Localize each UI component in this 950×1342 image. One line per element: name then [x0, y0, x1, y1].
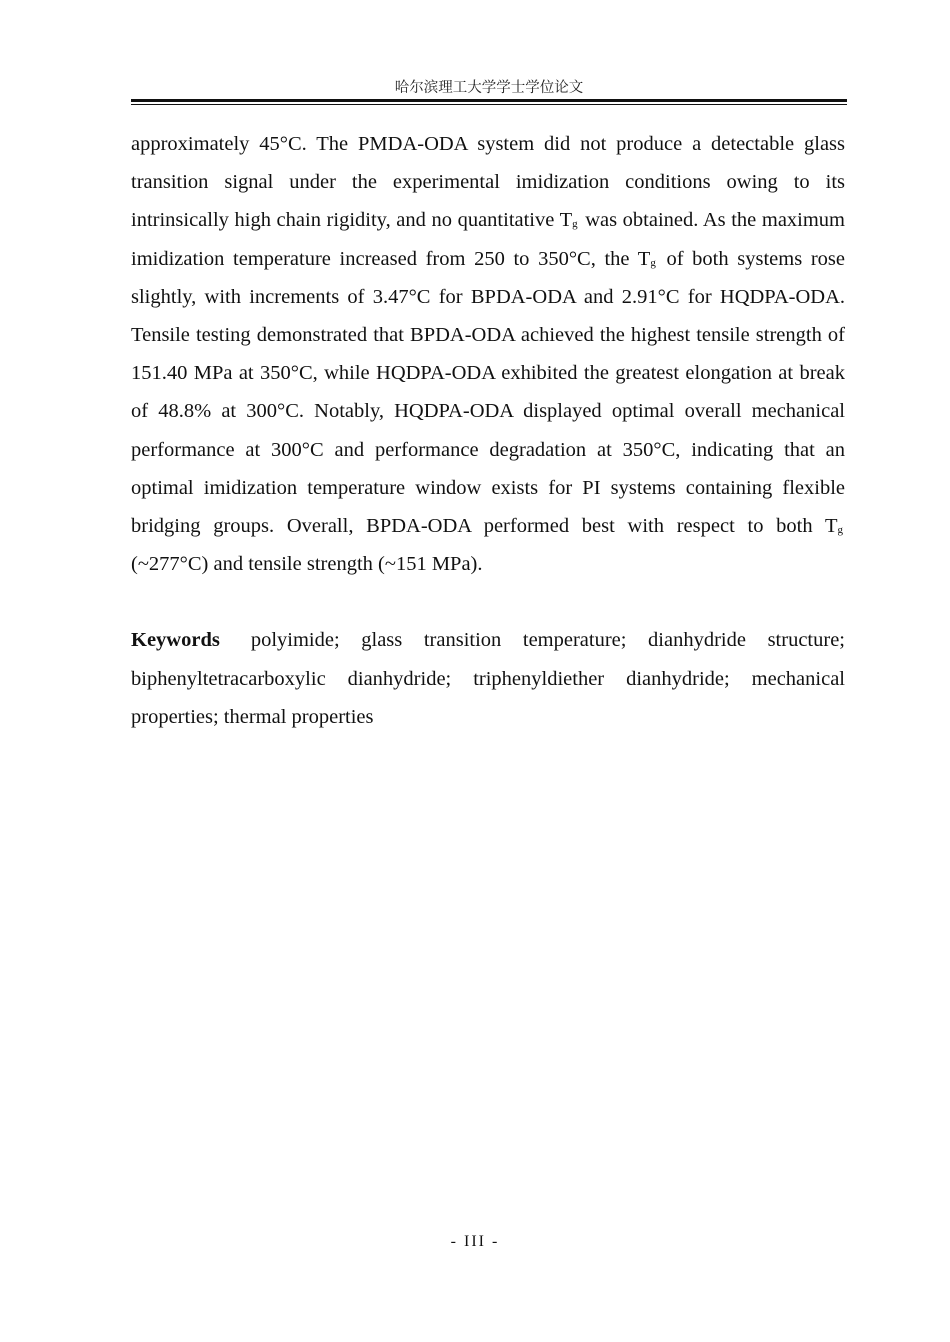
abstract-body [131, 125, 845, 736]
keywords-label: Keywords [131, 629, 220, 652]
abstract-paragraph [131, 125, 845, 583]
abstract-text-segment: of both systems rose slightly, with increments of 3.47°C for BPDA-ODA and 2.91°C for HQDPA-ODA. Tensile testing demonstrated that BPDA-ODA achieved the highest tensile strength of 151.40 MPa at 350°C, while HQDPA-ODA exhibited the greatest elongation at break of 48.8% at 300°C. Notably, HQDPA-ODA displayed optimal overall mechanical performance at 300°C and performance degradation at 350°C, indicating that an optimal imidization temperature window exists for PI systems containing flexible bridging groups. Overall, BPDA-ODA performed best with respect to both T [131, 247, 845, 538]
keywords-text: polyimide; glass transition temperature; dianhydride structure; biphenyltetracarboxylic dianhydride; triphenyldiether dianhydride; mechanical properties; thermal properties [131, 629, 845, 728]
abstract-text-segment: was obtained. As the maximum imidization temperature increased from 250 to 350°C, the T [131, 209, 845, 270]
keywords-paragraph [131, 621, 845, 736]
header-rule-thin [131, 104, 847, 105]
abstract-text-segment: approximately 45°C. The PMDA-ODA system did not produce a detectable glass transition signal under the experimental imidization conditions owing to its intrinsically high chain rigidity, and no quantitative T [131, 133, 845, 232]
page-header: 哈尔滨理工大学学士学位论文 [394, 80, 584, 96]
abstract-text-segment: (~277°C) and tensile strength (~151 MPa). [131, 553, 483, 576]
subscript-g: g [837, 524, 843, 537]
subscript-g: g [572, 218, 578, 231]
page-number: - III - [450, 1233, 500, 1250]
header-rule-thick [131, 99, 847, 102]
subscript-g: g [650, 256, 656, 269]
